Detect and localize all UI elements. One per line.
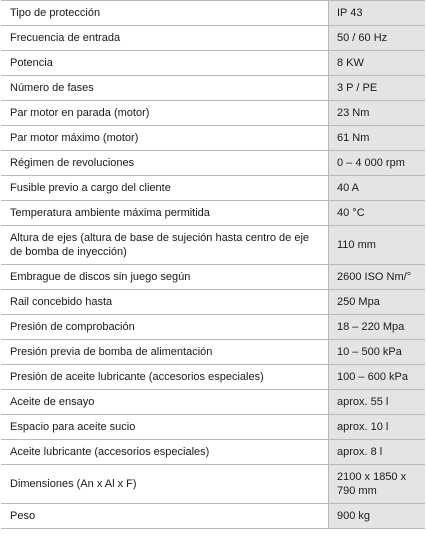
table-row (1, 315, 425, 340)
spec-label: Aceite de ensayo (1, 390, 329, 415)
table-row (1, 51, 425, 76)
spec-label: Espacio para aceite sucio (1, 415, 329, 440)
table-row (1, 201, 425, 226)
table-row (1, 176, 425, 201)
spec-label: Embrague de discos sin juego según (1, 265, 329, 290)
spec-value: IP 43 (329, 1, 426, 26)
spec-label: Régimen de revoluciones (1, 151, 329, 176)
spec-value: 40 °C (329, 201, 426, 226)
spec-value: aprox. 8 l (329, 440, 426, 465)
spec-value: 40 A (329, 176, 426, 201)
spec-value: 18 – 220 Mpa (329, 315, 426, 340)
table-row (1, 151, 425, 176)
spec-label: Dimensiones (An x Al x F) (1, 465, 329, 504)
spec-label: Temperatura ambiente máxima permitida (1, 201, 329, 226)
spec-label: Altura de ejes (altura de base de sujeción hasta centro de eje de bomba de inyección) (1, 226, 329, 265)
spec-value: 3 P / PE (329, 76, 426, 101)
spec-value: aprox. 10 l (329, 415, 426, 440)
spec-label: Presión previa de bomba de alimentación (1, 340, 329, 365)
table-row (1, 76, 425, 101)
spec-label: Par motor máximo (motor) (1, 126, 329, 151)
table-row (1, 504, 425, 529)
spec-label: Frecuencia de entrada (1, 26, 329, 51)
table-row (1, 265, 425, 290)
spec-value: 900 kg (329, 504, 426, 529)
spec-label: Tipo de protección (1, 1, 329, 26)
table-row (1, 290, 425, 315)
spec-value: 50 / 60 Hz (329, 26, 426, 51)
spec-value: 2600 ISO Nm/° (329, 265, 426, 290)
spec-value: 61 Nm (329, 126, 426, 151)
table-row (1, 26, 425, 51)
table-row (1, 226, 425, 265)
table-row (1, 126, 425, 151)
spec-label: Peso (1, 504, 329, 529)
spec-label: Rail concebido hasta (1, 290, 329, 315)
spec-label: Par motor en parada (motor) (1, 101, 329, 126)
table-row (1, 415, 425, 440)
spec-value: 8 KW (329, 51, 426, 76)
table-row (1, 1, 425, 26)
spec-value: 2100 x 1850 x 790 mm (329, 465, 426, 504)
spec-value: 10 – 500 kPa (329, 340, 426, 365)
table-row (1, 101, 425, 126)
spec-value: 250 Mpa (329, 290, 426, 315)
spec-value: aprox. 55 l (329, 390, 426, 415)
table-row (1, 440, 425, 465)
spec-value: 23 Nm (329, 101, 426, 126)
spec-value: 110 mm (329, 226, 426, 265)
spec-value: 100 – 600 kPa (329, 365, 426, 390)
table-row (1, 390, 425, 415)
spec-label: Número de fases (1, 76, 329, 101)
spec-value: 0 – 4 000 rpm (329, 151, 426, 176)
spec-label: Presión de aceite lubricante (accesorios especiales) (1, 365, 329, 390)
spec-label: Aceite lubricante (accesorios especiales) (1, 440, 329, 465)
spec-label: Presión de comprobación (1, 315, 329, 340)
table-row (1, 365, 425, 390)
specifications-table (1, 0, 425, 529)
table-row (1, 465, 425, 504)
spec-label: Fusible previo a cargo del cliente (1, 176, 329, 201)
spec-label: Potencia (1, 51, 329, 76)
table-row (1, 340, 425, 365)
